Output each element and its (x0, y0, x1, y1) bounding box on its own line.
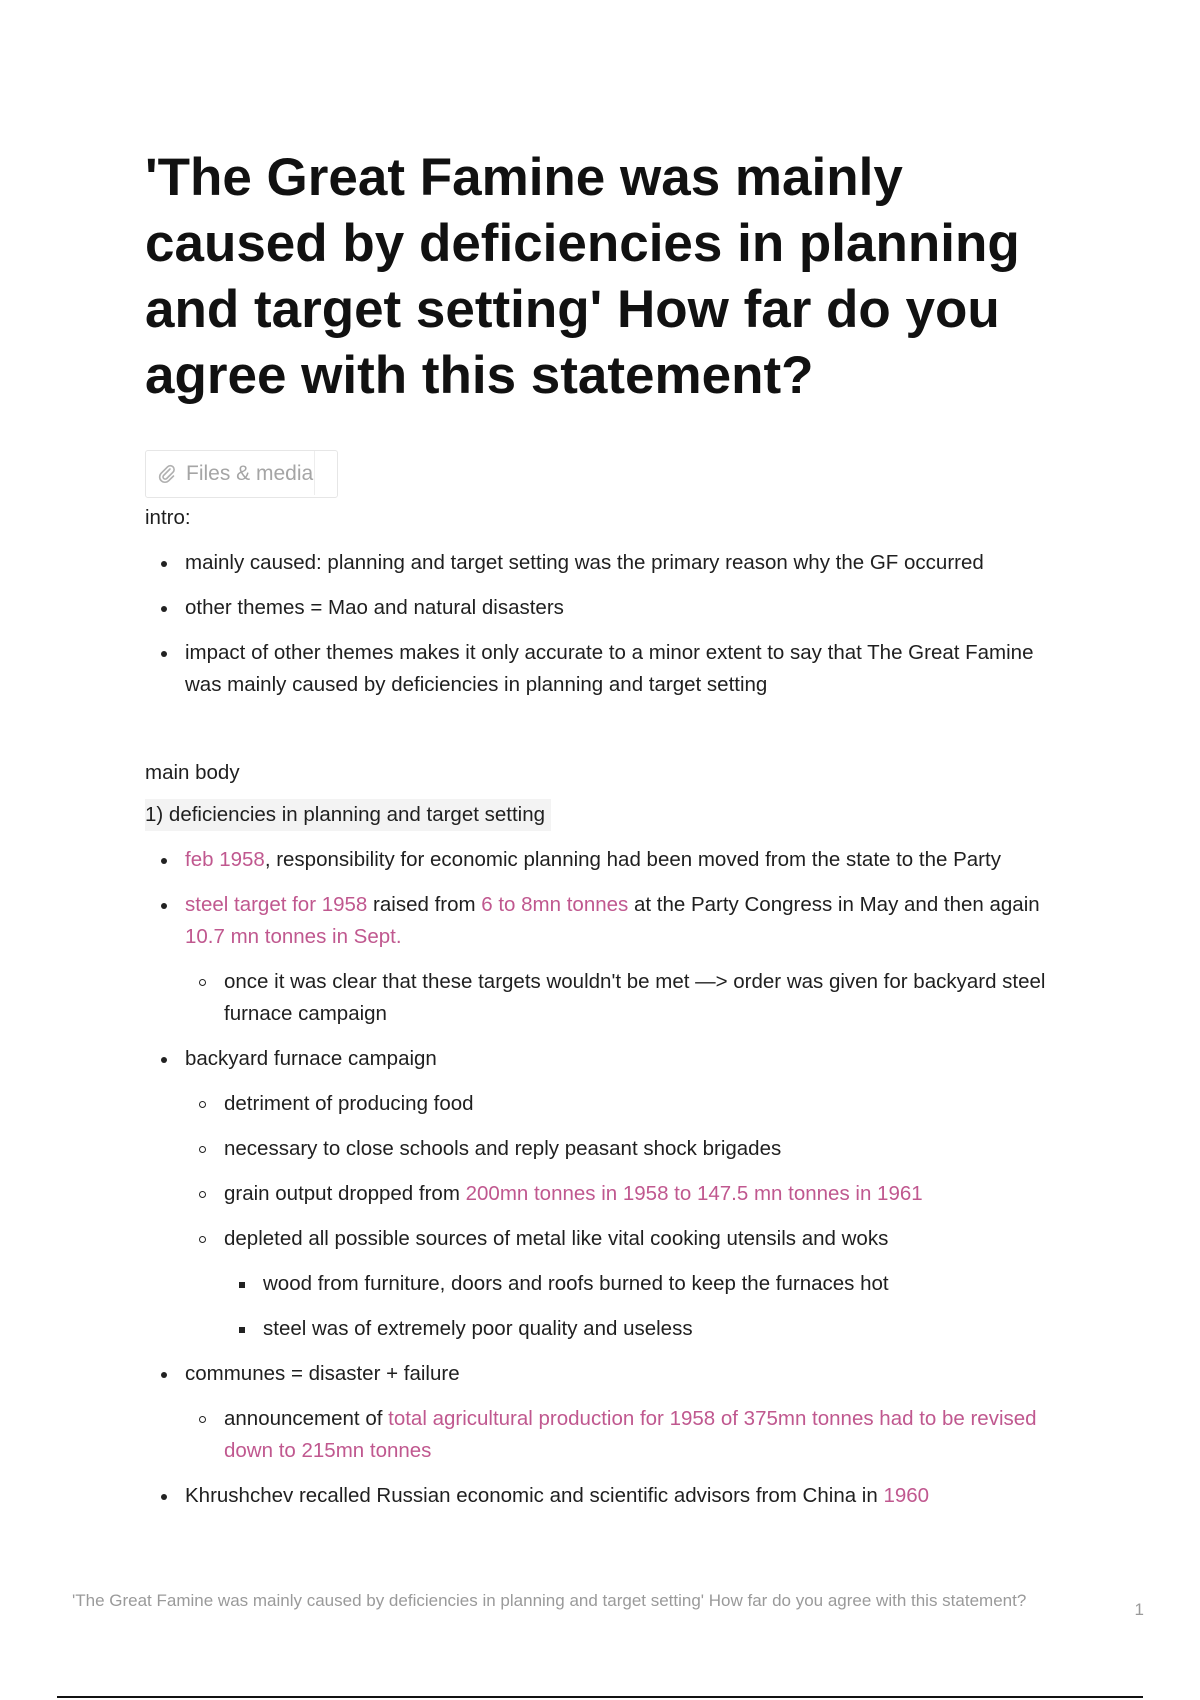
list-item: steel target for 1958 raised from 6 to 8mn tonnes at the Party Congress in May and then again 10.7 mn tonnes in Sept. (145, 889, 1075, 953)
bullet-square (239, 1327, 245, 1333)
page-footer: 'The Great Famine was mainly caused by deficiencies in planning and target setting' How far do you agree with this statement? (72, 1591, 1027, 1610)
bullet-circle (199, 979, 206, 986)
intro-item: mainly caused: planning and target setting was the primary reason why the GF occurred (145, 547, 1075, 579)
intro-label: intro: (145, 506, 191, 529)
intro-list (145, 547, 1075, 701)
main-body-label: main body (145, 761, 240, 784)
bullet-square (239, 1282, 245, 1288)
list-item: backyard furnace campaign (145, 1043, 1075, 1075)
list-item: feb 1958, responsibility for economic planning had been moved from the state to the Party (145, 844, 1075, 876)
highlight-text: steel target for 1958 (185, 893, 368, 916)
bullet-circle (199, 1146, 206, 1153)
bullet-disc (161, 1057, 167, 1063)
bullet-disc (161, 1372, 167, 1378)
bullet-circle (199, 1101, 206, 1108)
intro-item: other themes = Mao and natural disasters (145, 592, 1075, 624)
bullet-disc (161, 651, 167, 657)
list-item: wood from furniture, doors and roofs burned to keep the furnaces hot (145, 1268, 1075, 1300)
files-media-divider (314, 451, 337, 495)
page-title: 'The Great Famine was mainly caused by deficiencies in planning and target setting' How far do you agree with this statement? (145, 148, 1020, 405)
page-bottom-border (57, 1696, 1143, 1698)
bullet-disc (161, 1494, 167, 1500)
list-item: steel was of extremely poor quality and useless (145, 1313, 1075, 1345)
bullet-disc (161, 858, 167, 864)
bullet-circle (199, 1416, 206, 1423)
bullet-disc (161, 606, 167, 612)
section-heading: 1) deficiencies in planning and target setting (145, 799, 1075, 831)
paperclip-icon (158, 464, 176, 484)
list-item: depleted all possible sources of metal like vital cooking utensils and woks (145, 1223, 1075, 1255)
section1-list (145, 844, 1075, 1512)
intro-item: impact of other themes makes it only accurate to a minor extent to say that The Great Famine was mainly caused by deficiencies in planning and target setting (145, 637, 1075, 701)
highlight-text: 1960 (883, 1484, 930, 1507)
list-item: detriment of producing food (145, 1088, 1075, 1120)
bullet-disc (161, 903, 167, 909)
list-item: communes = disaster + failure (145, 1358, 1075, 1390)
highlight-text: 10.7 mn tonnes in Sept. (185, 925, 402, 948)
highlight-text: 200mn tonnes in 1958 to 147.5 mn tonnes in 1961 (465, 1182, 923, 1205)
highlight-text: 6 to 8mn tonnes (481, 893, 629, 916)
list-item: Khrushchev recalled Russian economic and scientific advisors from China in 1960 (145, 1480, 1075, 1512)
list-item: once it was clear that these targets wouldn't be met —> order was given for backyard steel furnace campaign (145, 966, 1075, 1030)
files-media-button[interactable] (145, 450, 338, 498)
highlight-text: total agricultural production for 1958 of 375mn tonnes had to be revised down to 215mn tonnes (224, 1407, 1037, 1462)
bullet-circle (199, 1236, 206, 1243)
list-item: necessary to close schools and reply peasant shock brigades (145, 1133, 1075, 1165)
page-number: 1 (1134, 1600, 1144, 1619)
note-content (145, 502, 1075, 1512)
bullet-disc (161, 561, 167, 567)
files-media-label: Files & media (186, 462, 314, 485)
list-item: grain output dropped from 200mn tonnes in 1958 to 147.5 mn tonnes in 1961 (145, 1178, 1075, 1210)
list-item: announcement of total agricultural production for 1958 of 375mn tonnes had to be revised down to 215mn tonnes (145, 1403, 1075, 1467)
highlight-text: feb 1958 (185, 848, 265, 871)
bullet-circle (199, 1191, 206, 1198)
